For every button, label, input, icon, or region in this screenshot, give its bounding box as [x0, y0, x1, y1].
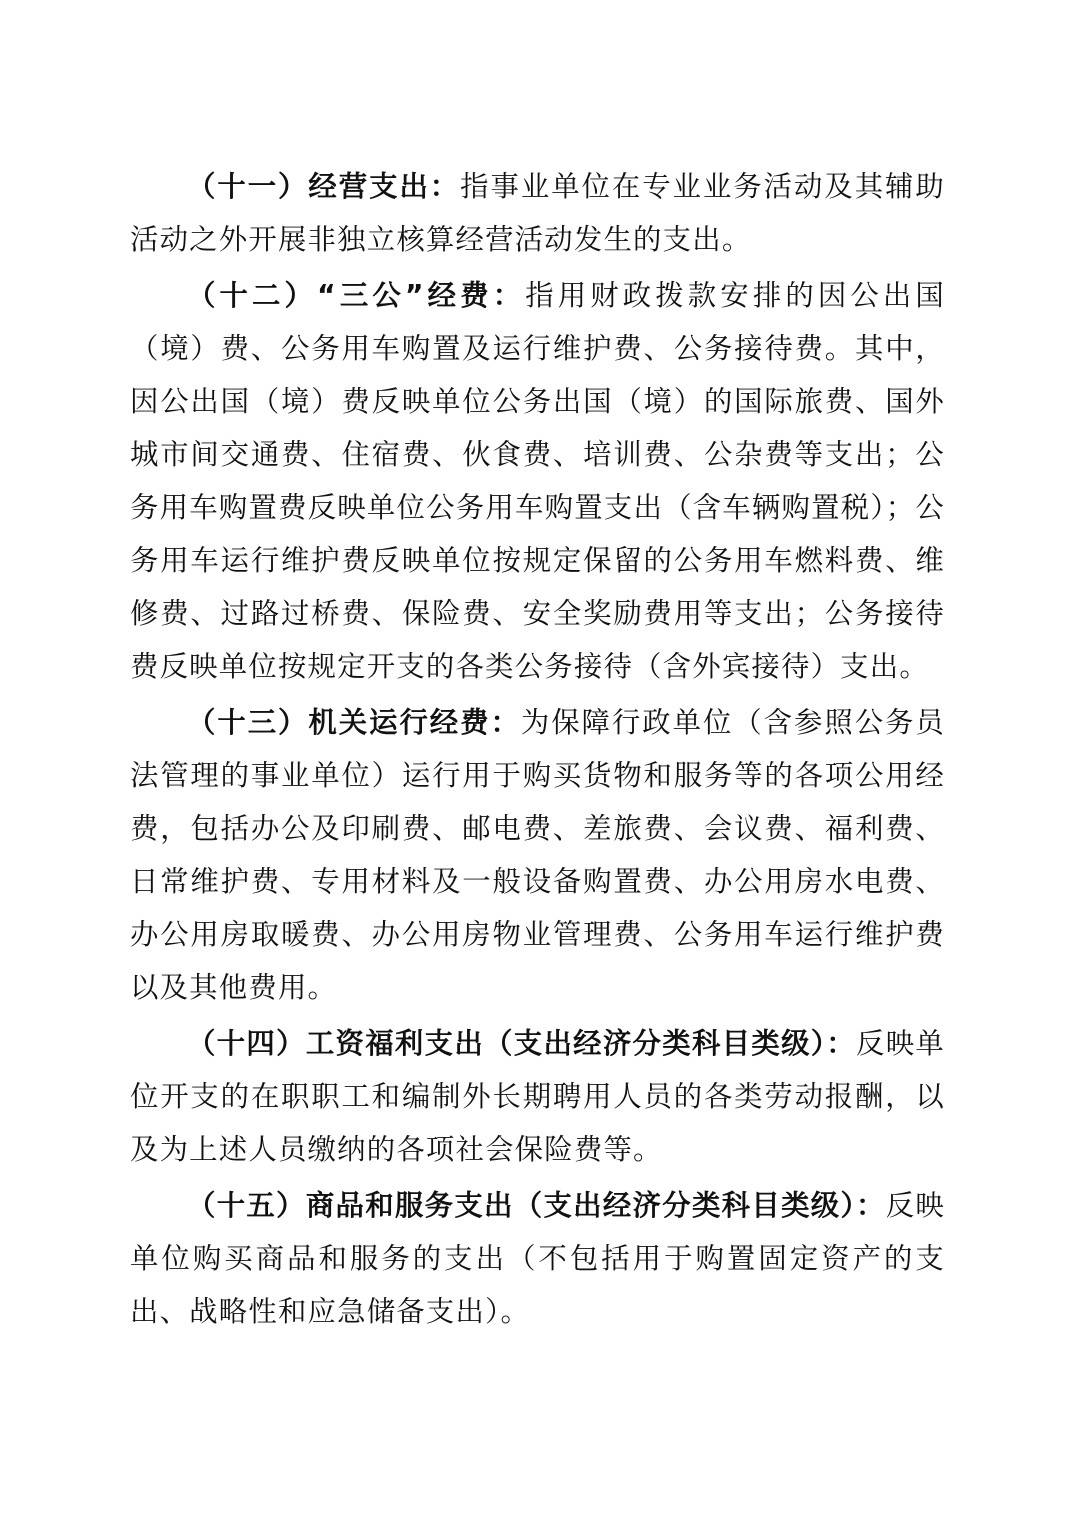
term-heading: （十四）工资福利支出（支出经济分类科目类级）： [187, 1027, 856, 1060]
term-heading: （十五）商品和服务支出（支出经济分类科目类级）： [187, 1189, 886, 1222]
term-definition: 反映单位购买商品和服务的支出（不包括用于购置固定资产的支出、战略性和应急储备支出）。 [130, 1189, 945, 1328]
term-definition: 指事业单位在专业业务活动及其辅助活动之外开展非独立核算经营活动发生的支出。 [130, 170, 945, 256]
paragraph-three-public-expenses [130, 269, 945, 693]
paragraph-operating-expenditure [130, 160, 945, 266]
term-definition: 为保障行政单位（含参照公务员法管理的事业单位）运行用于购买货物和服务等的各项公用经费，包括办公及印刷费、邮电费、差旅费、会议费、福利费、日常维护费、专用材料及一般设备购置费、办公用房水电费、办公用房取暖费、办公用房物业管理费、公务用车运行维护费以及其他费用。 [130, 706, 945, 1004]
paragraph-agency-operating-funds [130, 696, 945, 1014]
term-definition: 指用财政拨款安排的因公出国（境）费、公务用车购置及运行维护费、公务接待费。其中，因公出国（境）费反映单位公务出国（境）的国际旅费、国外城市间交通费、住宿费、伙食费、培训费、公杂费等支出；公务用车购置费反映单位公务用车购置支出（含车辆购置税）；公务用车运行维护费反映单位按规定保留的公务用车燃料费、维修费、过路过桥费、保险费、安全奖励费用等支出；公务接待费反映单位按规定开支的各类公务接待（含外宾接待）支出。 [130, 279, 945, 683]
paragraph-wages-and-welfare [130, 1017, 945, 1176]
term-definition: 反映单位开支的在职职工和编制外长期聘用人员的各类劳动报酬，以及为上述人员缴纳的各项社会保险费等。 [130, 1027, 945, 1166]
paragraph-goods-and-services [130, 1179, 945, 1338]
document-page [130, 160, 945, 1338]
term-heading: （十二）“三公”经费： [187, 279, 526, 312]
term-heading: （十三）机关运行经费： [187, 706, 521, 739]
term-heading: （十一）经营支出： [187, 170, 461, 203]
